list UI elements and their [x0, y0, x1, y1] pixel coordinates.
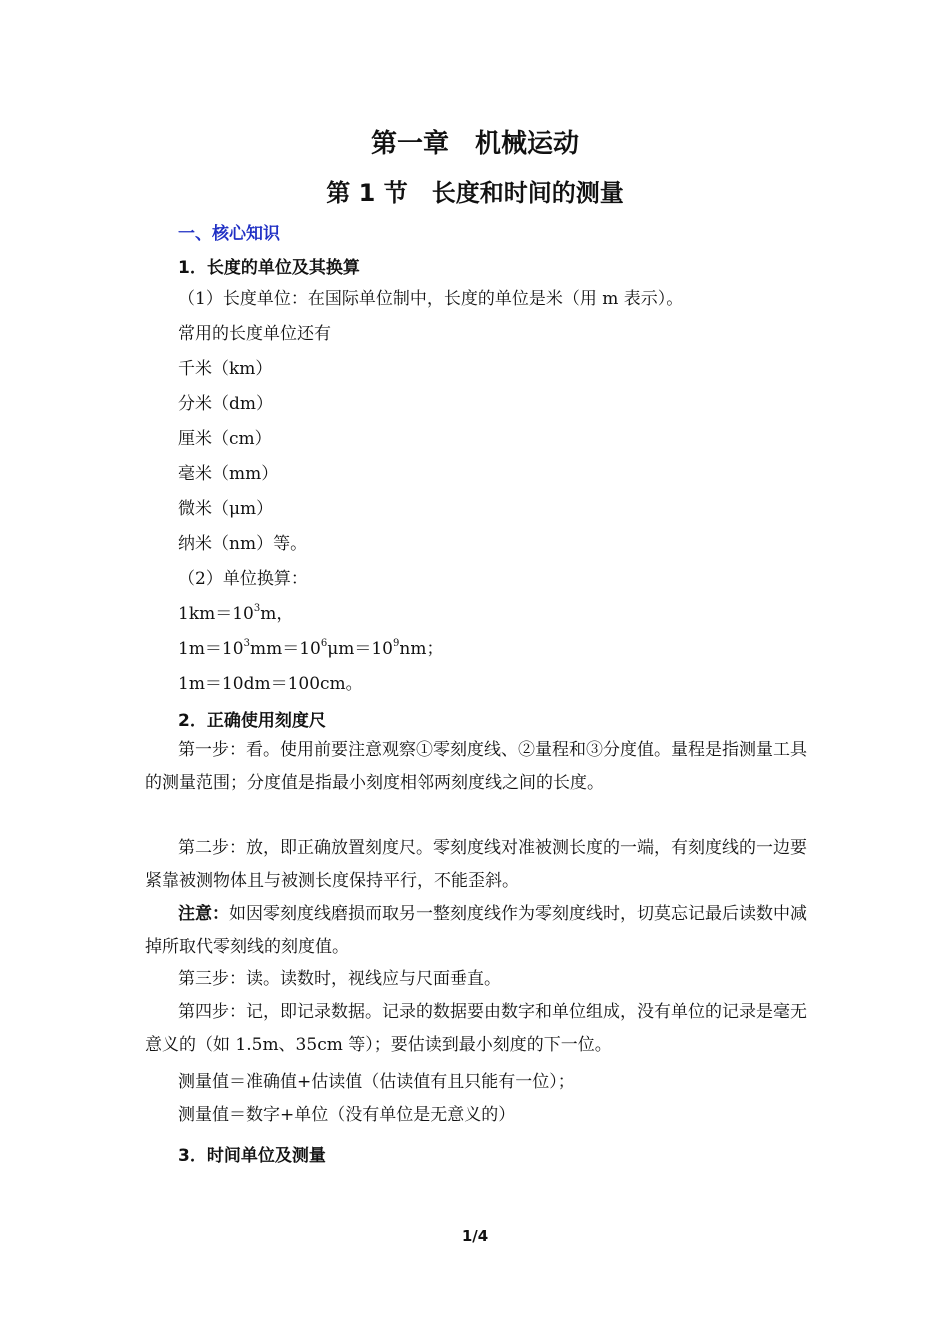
chapter-title: 第一章 机械运动 [370, 129, 579, 159]
conversion-m-dm-cm: 1m＝10dm＝100cm。 [178, 674, 363, 694]
step3-paragraph: 第三步：读。读数时，视线应与尺面垂直。 [178, 969, 501, 989]
formula1-line: 测量值＝准确值+估读值（估读值有且只能有一位）； [178, 1072, 575, 1092]
unit-nm: 纳米（nm）等。 [178, 534, 308, 554]
note-paragraph: 注意：如因零刻度线磨损而取另一整刻度线作为零刻度线时，切莫忘记最后读数中减掉所取代零刻线的刻度值。 [145, 904, 807, 957]
core-knowledge-heading: 一、核心知识 [178, 224, 280, 244]
conversion-label: （2）单位换算： [178, 569, 308, 589]
step2-paragraph: 第二步：放，即正确放置刻度尺。零刻度线对准被测长度的一端，有刻度线的一边要紧靠被测物体且与被测长度保持平行，不能歪斜。 [145, 838, 807, 891]
item3-heading: 3．时间单位及测量 [178, 1146, 326, 1166]
section-title: 第 1 节 长度和时间的测量 [326, 179, 624, 207]
common-units-line: 常用的长度单位还有 [178, 324, 331, 344]
conversion-m-small: $1m=10^3mm=10^6\mu m=10^9nm$； [178, 638, 444, 659]
unit-dm: 分米（dm） [178, 394, 274, 414]
unit-cm: 厘米（cm） [178, 429, 272, 449]
unit-mm: 毫米（mm） [178, 464, 279, 484]
step4-paragraph: 第四步：记，即记录数据。记录的数据要由数字和单位组成，没有单位的记录是毫无意义的（如 1.5m、35cm 等）；要估读到最小刻度的下一位。 [145, 1002, 807, 1055]
unit-definition-line: （1）长度单位：在国际单位制中，长度的单位是米（用 m 表示）。 [178, 289, 684, 309]
item1-heading: 1．长度的单位及其换算 [178, 258, 360, 278]
page-number: 1/4 [461, 1227, 489, 1245]
item2-heading: 2．正确使用刻度尺 [178, 711, 326, 731]
formula2-line: 测量值＝数字+单位（没有单位是无意义的） [178, 1105, 516, 1125]
note-label: 注意： [178, 904, 229, 924]
step1-paragraph: 第一步：看。使用前要注意观察①零刻度线、②量程和③分度值。量程是指测量工具的测量范围；分度值是指最小刻度相邻两刻度线之间的长度。 [145, 740, 807, 793]
unit-km: 千米（km） [178, 359, 273, 379]
unit-um: 微米（μm） [178, 499, 274, 519]
conversion-km: $1km=10^3m$， [178, 603, 294, 624]
